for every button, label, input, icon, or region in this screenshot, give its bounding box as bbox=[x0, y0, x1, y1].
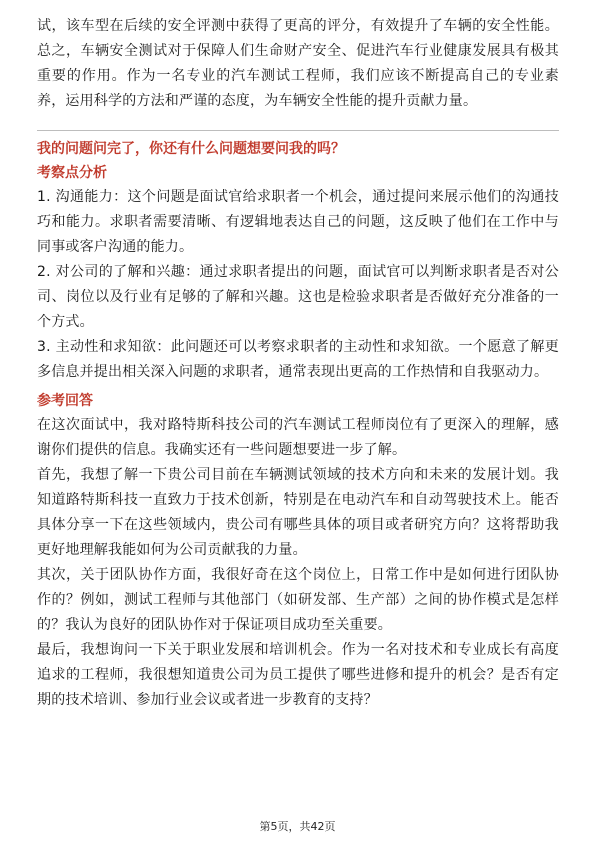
section-divider bbox=[37, 130, 559, 131]
intro-paragraph: 试，该车型在后续的安全评测中获得了更高的评分，有效提升了车辆的安全性能。总之，车辆安全测试对于保障人们生命财产安全、促进汽车行业健康发展具有极其重要的作用。作为一名专业的汽车测试工程师，我们应该不断提高自己的专业素养，运用科学的方法和严谨的态度，为车辆安全性能的提升贡献力量。 bbox=[37, 18, 559, 109]
page-number-footer: 第5页，共42页 bbox=[259, 820, 336, 833]
answer-paragraph-2: 首先，我想了解一下贵公司目前在车辆测试领域的技术方向和未来的发展计划。我知道路特斯科技一直致力于技术创新，特别是在电动汽车和自动驾驶技术上。能否具体分享一下在这些领域内，贵公司有哪些具体的项目或者研究方向？这将帮助我更好地理解我能如何为公司贡献我的力量。 bbox=[37, 467, 559, 558]
analysis-item-2: 2. 对公司的了解和兴趣：通过求职者提出的问题，面试官可以判断求职者是否对公司、岗位以及行业有足够的了解和兴趣。这也是检验求职者是否做好充分准备的一个方式。 bbox=[37, 264, 559, 330]
analysis-item-1: 1. 沟通能力：这个问题是面试官给求职者一个机会，通过提问来展示他们的沟通技巧和能力。求职者需要清晰、有逻辑地表达自己的问题，这反映了他们在工作中与同事或客户沟通的能力。 bbox=[37, 189, 559, 255]
answer-paragraph-3: 其次，关于团队协作方面，我很好奇在这个岗位上，日常工作中是如何进行团队协作的？例如，测试工程师与其他部门（如研发部、生产部）之间的协作模式是怎样的？我认为良好的团队协作对于保证项目成功至关重要。 bbox=[37, 567, 559, 633]
document-page bbox=[37, 14, 559, 713]
answer-paragraph-1: 在这次面试中，我对路特斯科技公司的汽车测试工程师岗位有了更深入的理解，感谢你们提供的信息。我确实还有一些问题想要进一步了解。 bbox=[37, 417, 559, 458]
answer-title: 参考回答 bbox=[37, 393, 93, 409]
question-heading: 我的问题问完了，你还有什么问题想要问我的吗？ bbox=[37, 141, 345, 157]
analysis-item-3: 3. 主动性和求知欲：此问题还可以考察求职者的主动性和求知欲。一个愿意了解更多信息并提出相关深入问题的求职者，通常表现出更高的工作热情和自我驱动力。 bbox=[37, 339, 559, 380]
answer-paragraph-4: 最后，我想询问一下关于职业发展和培训机会。作为一名对技术和专业成长有高度追求的工程师，我很想知道贵公司为员工提供了哪些进修和提升的机会？是否有定期的技术培训、参加行业会议或者进一步教育的支持？ bbox=[37, 642, 559, 708]
analysis-title: 考察点分析 bbox=[37, 165, 107, 181]
